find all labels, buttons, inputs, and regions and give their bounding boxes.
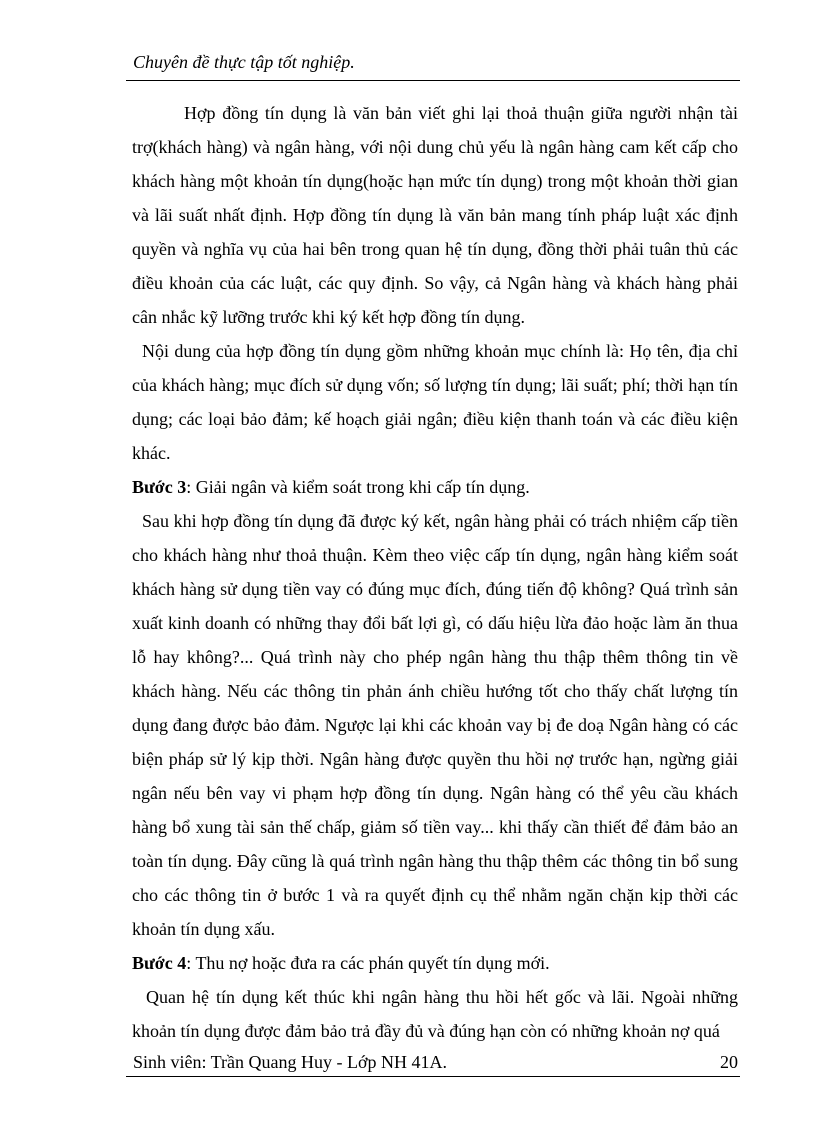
paragraph-contract-contents: Nội dung của hợp đồng tín dụng gồm những khoản mục chính là: Họ tên, địa chỉ của khách hàng; mục đích sử dụng vốn; số lượng tín dụng; lãi suất; phí; thời hạn tín dụng; các loại bảo đảm; kế hoạch giải ngân; điều kiện thanh toán và các điều kiện khác. [132, 341, 738, 463]
footer-student-info: Sinh viên: Trần Quang Huy - Lớp NH 41A. [133, 1052, 448, 1072]
document-body [132, 96, 738, 1048]
step-3-text: : Giải ngân và kiểm soát trong khi cấp tín dụng. [186, 477, 530, 497]
paragraph-debt-collection: Quan hệ tín dụng kết thúc khi ngân hàng thu hồi hết gốc và lãi. Ngoài những khoản tín dụng được đảm bảo trả đầy đủ và đúng hạn còn có những khoản nợ quá [132, 987, 738, 1041]
footer-divider [126, 1076, 740, 1077]
step-4-text: : Thu nợ hoặc đưa ra các phán quyết tín dụng mới. [186, 953, 550, 973]
step-4-label: Bước 4 [132, 953, 187, 973]
step-3-heading [132, 470, 738, 504]
step-3-label: Bước 3 [132, 477, 187, 497]
paragraph-contract-definition: Hợp đồng tín dụng là văn bản viết ghi lại thoả thuận giữa người nhận tài trợ(khách hàng) và ngân hàng, với nội dung chủ yếu là ngân hàng cam kết cấp cho khách hàng một khoản tín dụng(hoặc hạn mức tín dụng) trong một khoản thời gian và lãi suất nhất định. Hợp đồng tín dụng là văn bản mang tính pháp luật xác định quyền và nghĩa vụ của hai bên trong quan hệ tín dụng, đồng thời phải tuân thủ các điều khoản của các luật, các quy định. So vậy, cả Ngân hàng và khách hàng phải cân nhắc kỹ lưỡng trước khi ký kết hợp đồng tín dụng. [132, 103, 738, 327]
paragraph-disbursement: Sau khi hợp đồng tín dụng đã được ký kết, ngân hàng phải có trách nhiệm cấp tiền cho khách hàng như thoả thuận. Kèm theo việc cấp tín dụng, ngân hàng kiểm soát khách hàng sử dụng tiền vay có đúng mục đích, đúng tiến độ không? Quá trình sản xuất kinh doanh có những thay đổi bất lợi gì, có dấu hiệu lừa đảo hoặc làm ăn thua lỗ hay không?... Quá trình này cho phép ngân hàng thu thập thêm thông tin về khách hàng. Nếu các thông tin phản ánh chiều hướng tốt cho thấy chất lượng tín dụng đang được bảo đảm. Ngược lại khi các khoản vay bị đe doạ Ngân hàng có các biện pháp sử lý kịp thời. Ngân hàng được quyền thu hồi nợ trước hạn, ngừng giải ngân nếu bên vay vi phạm hợp đồng tín dụng. Ngân hàng có thể yêu cầu khách hàng bổ xung tài sản thế chấp, giảm số tiền vay... khi thấy cần thiết để đảm bảo an toàn tín dụng. Đây cũng là quá trình ngân hàng thu thập thêm các thông tin bổ sung cho các thông tin ở bước 1 và ra quyết định cụ thể nhằm ngăn chặn kịp thời các khoản tín dụng xấu. [132, 511, 738, 939]
page-number: 20 [720, 1052, 738, 1072]
header-divider [126, 80, 740, 81]
step-4-heading [132, 946, 738, 980]
running-header: Chuyên đề thực tập tốt nghiệp. [133, 52, 355, 72]
